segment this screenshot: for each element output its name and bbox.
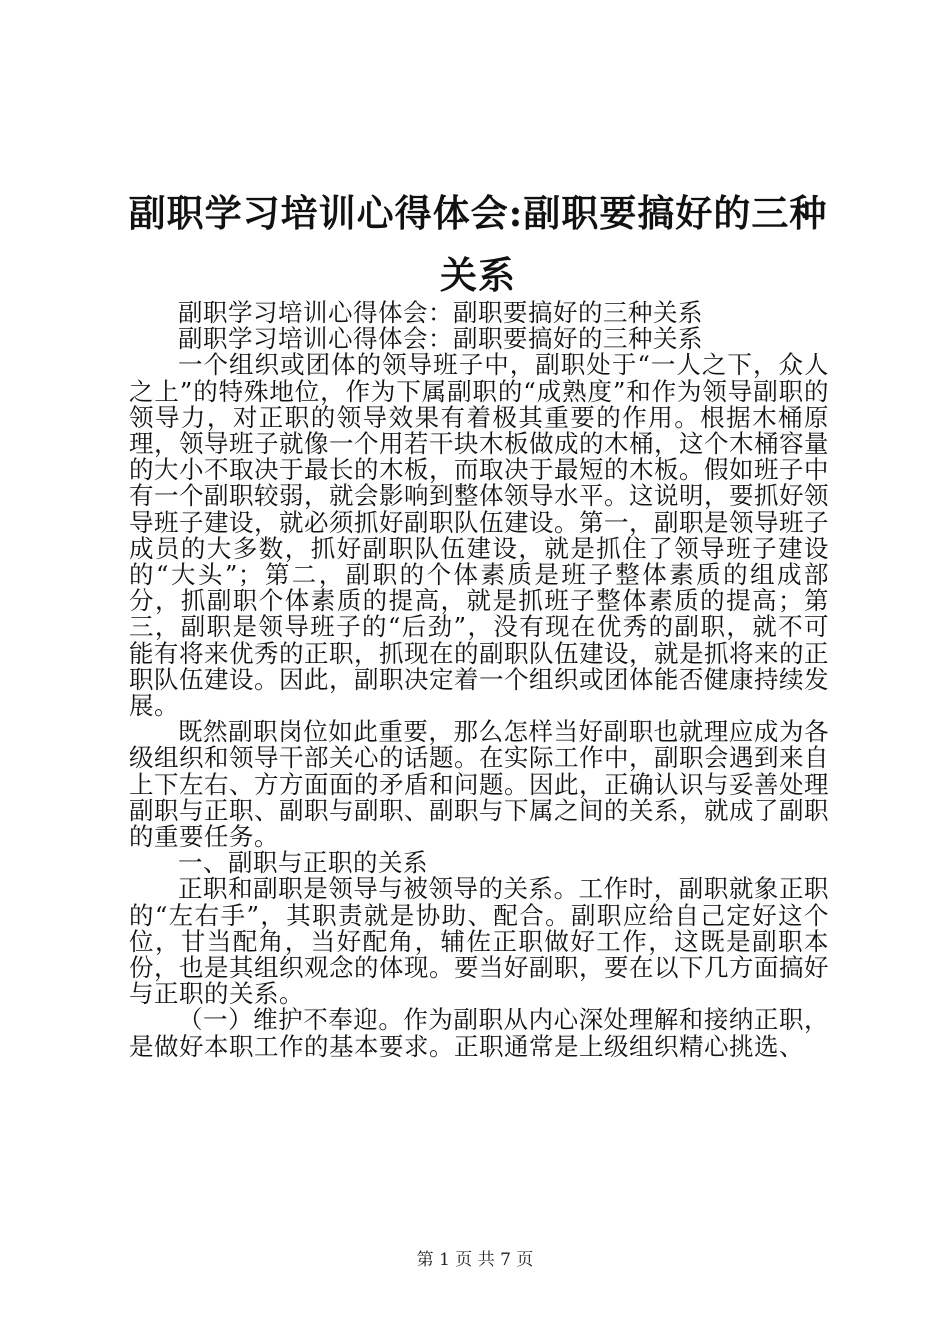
paragraph-intro: 一个组织或团体的领导班子中，副职处于“一人之下，众人之上”的特殊地位，作为下属副职的“成熟度”和作为领导副职的领导力，对正职的领导效果有着极其重要的作用。根据木桶原理，领导班子就像一个用若干块木板做成的木桶，这个木桶容量的大小不取决于最长的木板，而取决于最短的木板。假如班子中有一个副职较弱，就会影响到整体领导水平。这说明，要抓好领导班子建设，就必须抓好副职队伍建设。第一，副职是领导班子成员的大多数，抓好副职队伍建设，就是抓住了领导班子建设的“大头”；第二，副职的个体素质是班子整体素质的组成部分，抓副职个体素质的提高，就是抓班子整体素质的提高；第三，副职是领导班子的“后劲”，没有现在优秀的副职，就不可能有将来优秀的正职，抓现在的副职队伍建设，就是抓将来的正职队伍建设。因此，副职决定着一个组织或团体能否健康持续发展。	[129, 350, 829, 721]
document-body	[129, 300, 829, 1060]
document-title: 副职学习培训心得体会:副职要搞好的三种关系	[128, 191, 828, 297]
paragraph-importance: 既然副职岗位如此重要，那么怎样当好副职也就理应成为各级组织和领导干部关心的话题。在实际工作中，副职会遇到来自上下左右、方方面面的矛盾和问题。因此，正确认识与妥善处理副职与正职、副职与副职、副职与下属之间的关系，就成了副职的重要任务。	[129, 717, 829, 852]
section-heading-1: 一、副职与正职的关系	[178, 848, 428, 878]
paragraph-subsection-1: （一）维护不奉迎。作为副职从内心深处理解和接纳正职，是做好本职工作的基本要求。正职通常是上级组织精心挑选、	[129, 1005, 829, 1061]
paragraph-subtitle-1: 副职学习培训心得体会：副职要搞好的三种关系	[178, 298, 703, 327]
page-footer: 第 1 页 共 7 页	[416, 1250, 534, 1270]
paragraph-subtitle-2: 副职学习培训心得体会：副职要搞好的三种关系	[178, 324, 703, 354]
paragraph-section-1: 正职和副职是领导与被领导的关系。工作时，副职就象正职的“左右手”，其职责就是协助、配合。副职应给自己定好这个位，甘当配角，当好配角，辅佐正职做好工作，这既是副职本份，也是其组织观念的体现。要当好副职，要在以下几方面搞好与正职的关系。	[129, 874, 829, 1009]
